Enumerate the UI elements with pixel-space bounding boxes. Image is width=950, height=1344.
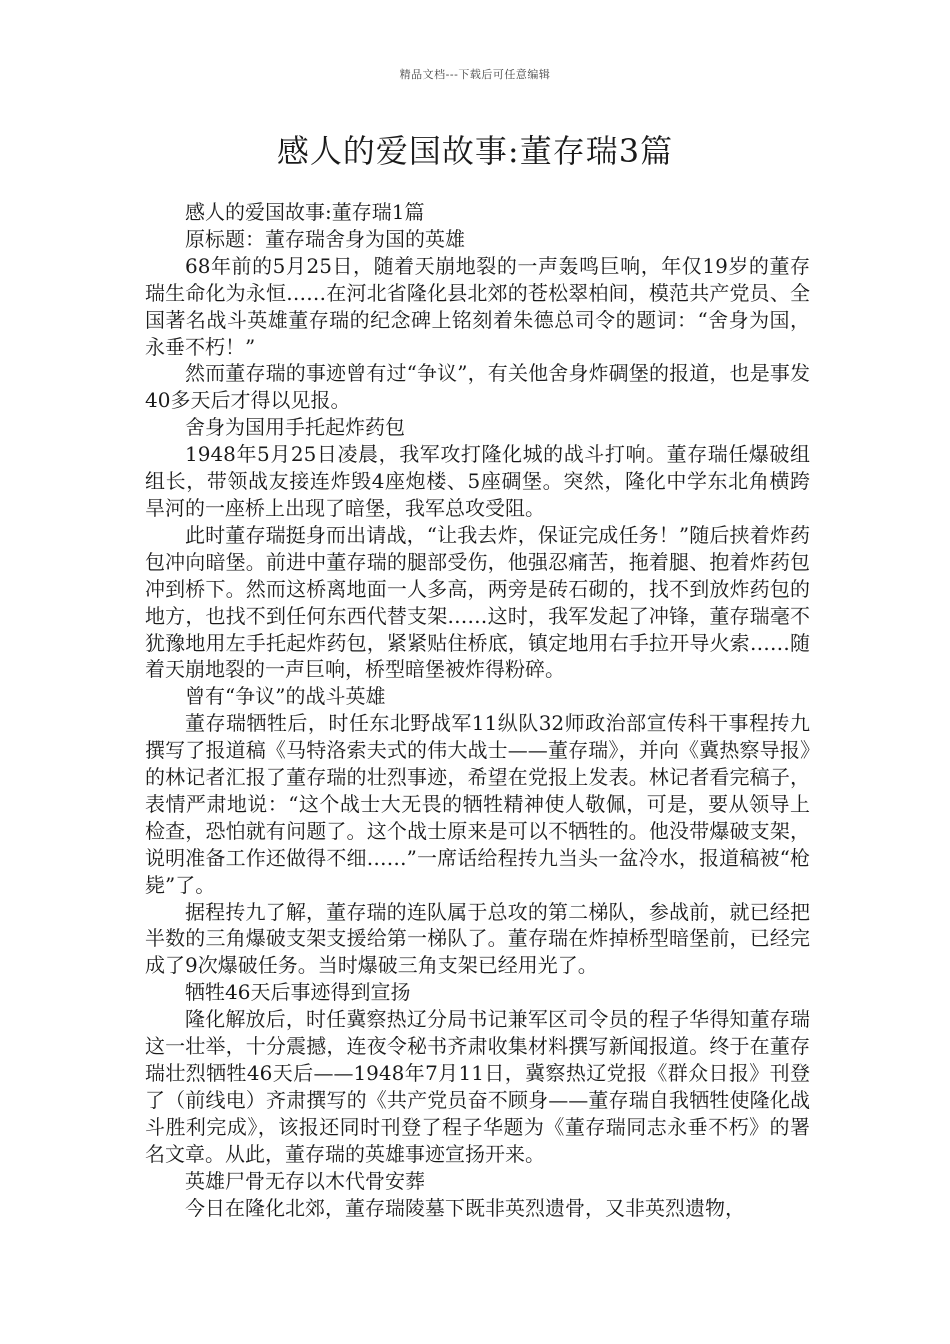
document-title: 感人的爱国故事:董存瑞3篇 — [276, 132, 674, 170]
paragraph: 董存瑞牺牲后，时任东北野战军11纵队32师政治部宣传科干事程抟九撰写了报道稿《马特洛索夫式的伟大战士——董存瑞》，并向《冀热察导报》的林记者汇报了董存瑞的壮烈事迹，希望在党报上发表。林记者看完稿子，表情严肃地说：“这个战士大无畏的牺牲精神使人敬佩，可是，要从领导上检查，恐怕就有问题了。这个战士原来是可以不牺牲的。他没带爆破支架，说明准备工作还做得不细……”一席话给程抟九当头一盆冷水，报道稿被“枪毙”了。 — [145, 711, 810, 897]
paragraph: 据程抟九了解，董存瑞的连队属于总攻的第二梯队，参战前，就已经把半数的三角爆破支架支援给第一梯队了。董存瑞在炸掉桥型暗堡前，已经完成了9次爆破任务。当时爆破三角支架已经用光了。 — [145, 899, 810, 978]
section-heading: 曾有“争议”的战斗英雄 — [185, 684, 386, 709]
paragraph: 此时董存瑞挺身而出请战，“让我去炸，保证完成任务！”随后挟着炸药包冲向暗堡。前进中董存瑞的腿部受伤，他强忍痛苦，拖着腿、抱着炸药包冲到桥下。然而这桥离地面一人多高，两旁是砖石砌的，找不到放炸药包的地方，也找不到任何东西代替支架……这时，我军发起了冲锋，董存瑞毫不犹豫地用左手托起炸药包，紧紧贴住桥底，镇定地用右手拉开导火索……随着天崩地裂的一声巨响，桥型暗堡被炸得粉碎。 — [145, 522, 810, 682]
paragraph: 68年前的5月25日，随着天崩地裂的一声轰鸣巨响，年仅19岁的董存瑞生命化为永恒……在河北省隆化县北郊的苍松翠柏间，模范共产党员、全国著名战斗英雄董存瑞的纪念碑上铭刻着朱德总司令的题词：“舍身为国，永垂不朽！” — [145, 253, 810, 359]
paragraph: 感人的爱国故事:董存瑞1篇 — [185, 200, 425, 224]
section-heading: 英雄尸骨无存以木代骨安葬 — [185, 1168, 425, 1193]
section-heading: 牺牲46天后事迹得到宣扬 — [185, 980, 411, 1005]
paragraph: 1948年5月25日凌晨，我军攻打隆化城的战斗打响。董存瑞任爆破组组长，带领战友接连炸毁4座炮楼、5座碉堡。突然，隆化中学东北角横跨旱河的一座桥上出现了暗堡，我军总攻受阻。 — [145, 442, 810, 520]
paragraph: 今日在隆化北郊，董存瑞陵墓下既非英烈遗骨，又非英烈遗物， — [185, 1195, 745, 1220]
document-body — [145, 199, 810, 1221]
section-heading: 舍身为国用手托起炸药包 — [185, 415, 405, 440]
header-note: 精品文档---下载后可任意编辑 — [399, 68, 551, 81]
paragraph: 原标题：董存瑞舍身为国的英雄 — [185, 226, 465, 251]
paragraph: 隆化解放后，时任冀察热辽分局书记兼军区司令员的程子华得知董存瑞这一壮举，十分震撼，连夜令秘书齐肃收集材料撰写新闻报道。终于在董存瑞壮烈牺牲46天后——1948年7月11日，冀察热辽党报《群众日报》刊登了（前线电）齐肃撰写的《共产党员奋不顾身——董存瑞自我牺牲使隆化战斗胜利完成》，该报还同时刊登了程子华题为《董存瑞同志永垂不朽》的署名文章。从此，董存瑞的英雄事迹宣扬开来。 — [145, 1007, 810, 1166]
paragraph: 然而董存瑞的事迹曾有过“争议”，有关他舍身炸碉堡的报道，也是事发40多天后才得以见报。 — [145, 361, 810, 413]
